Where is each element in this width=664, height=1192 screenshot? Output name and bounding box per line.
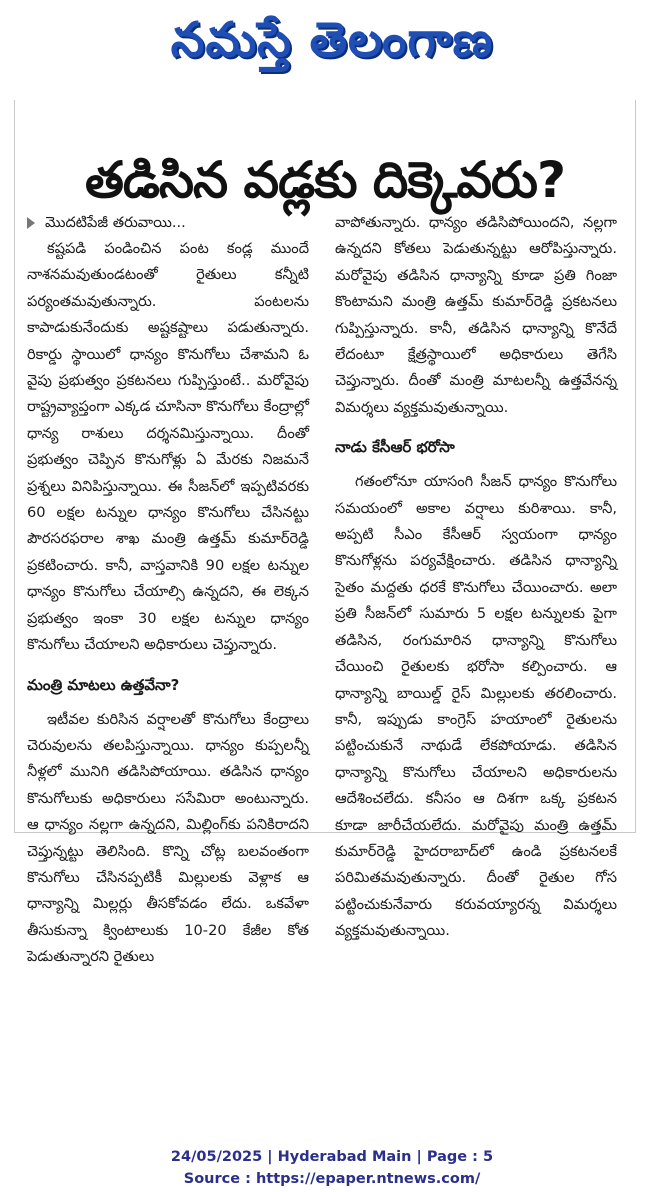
subheading: నాడు కేసీఆర్ భరోసా [335,438,455,457]
article-clipping [14,100,636,966]
body-paragraph: వాపోతున్నారు. ధాన్యం తడిసిపోయిందని, నల్లగా ఉన్నదని కోతలు పెడుతున్నట్టు ఆరోపిస్తున్నారు. మరోవైపు తడిసిన ధాన్యాన్ని కూడా ప్రతి గింజా కొంటామని మంత్రి ఉత్తమ్ కుమార్‌రెడ్డి ప్రకటనలు గుప్పిస్తున్నారు. కానీ, తడిసిన ధాన్యాన్ని కొనేదే లేదంటూ క్షేత్రస్థాయిలో అధికారులు తెగేసి చెప్తున్నారు. దీంతో మంత్రి మాటలన్నీ ఉత్తవేనన్న విమర్శలు వ్యక్తమవుతున్నాయి. [335,214,617,416]
article-column-left [27,210,309,971]
masthead-logo: నమస్తే తెలంగాణ [170,12,494,68]
footer-source: Source : https://epaper.ntnews.com/ [183,1171,481,1187]
masthead [0,0,664,92]
body-paragraph: గతంలోనూ యాసంగి సీజన్ ధాన్యం కొనుగోలు సమయంలో అకాల వర్షాలు కురిశాయి. కానీ, అప్పటి సీఎం కేసీఆర్ స్వయంగా ధాన్యం కొనుగోళ్లను పర్యవేక్షించారు. తడిసిన ధాన్యాన్ని సైతం మద్దతు ధరకే కొనుగోలు చేయించారు. అలా ప్రతి సీజన్‌లో సుమారు 5 లక్షల టన్నులకు పైగా తడిసిన, రంగుమారిన ధాన్యాన్ని కొనుగోలు చేయించి రైతులకు భరోసా కల్పించారు. ఆ ధాన్యాన్ని బాయిల్డ్ రైస్ మిల్లులకు తరలించారు. కానీ, ఇప్పుడు కాంగ్రెస్ హయాంలో రైతులను పట్టించుకునే నాథుడే లేకపోయాడు. తడిసిన ధాన్యాన్ని కొనుగోలు చేయాలని అధికారులను ఆదేశించలేదు. కనీసం ఆ దిశగా ఒక్క ప్రకటన కూడా జారీచేయలేదు. మరోవైపు మంత్రి ఉత్తమ్ కుమార్‌రెడ్డి హైదరాబాద్‌లో ఉండి ప్రకటనలకే పరిమితమవుతున్నారు. దీంతో రైతుల గోస పట్టించుకునేవారు కరువయ్యారన్న విమర్శలు వ్యక్తమవుతున్నాయి. [335,473,617,940]
page-footer [0,1146,664,1190]
footer-date-edition: 24/05/2025 | Hyderabad Main | Page : 5 [170,1149,494,1165]
article-column-right [335,210,617,945]
body-paragraph: ఇటీవల కురిసిన వర్షాలతో కొనుగోలు కేంద్రాలు చెరువులను తలపిస్తున్నాయి. ధాన్యం కుప్పలన్నీ నీళ్లలో మునిగి తడిసిపోయాయి. తడిసిన ధాన్యం కొనుగోలుకు అధికారులు ససేమిరా అంటున్నారు. ఆ ధాన్యం నల్లగా ఉన్నదని, మిల్లింగ్‌కు పనికిరాదని చెప్తున్నట్టు తెలిసింది. కొన్ని చోట్ల బలవంతంగా కొనుగోలు చేసినప్పటికీ మిల్లులకు వెళ్లాక ఆ ధాన్యాన్ని మిల్లర్లు తీసకోవడం లేదు. ఒకవేళా తీసుకున్నా క్వింటాలుకు 10-20 కేజీల కోత పెడుతున్నారని రైతులు [27,710,309,966]
triangle-right-icon [27,217,35,229]
article-headline: తడిసిన వడ్లకు దిక్కెవరు? [85,150,565,209]
kicker [27,210,309,236]
body-paragraph: కష్టపడి పండించిన పంట కండ్ల ముందే నాశనమవుతుండటంతో రైతులు కన్నీటి పర్యంతమవుతున్నారు. పంటలను కాపాడుకునేందుకు అష్టకష్టాలు పడుతున్నారు. రికార్డు స్థాయిలో ధాన్యం కొనుగోలు చేశామని ఓ వైపు ప్రభుత్వం ప్రకటనలు గుప్పిస్తుంటే.. మరోవైపు రాష్ట్రవ్యాప్తంగా ఎక్కడ చూసినా కొనుగోలు కేంద్రాల్లో ధాన్య రాశులు దర్శనమిస్తున్నాయి. దీంతో ప్రభుత్వం చెప్పిన కొనుగోళ్లు ఏ మేరకు నిజమనే ప్రశ్నలు వినిపిస్తున్నాయి. ఈ సీజన్‌లో ఇప్పటివరకు 60 లక్షల టన్నుల ధాన్యం కొనుగోలు చేసినట్టు పౌరసరఫరాల శాఖ మంత్రి ఉత్తమ్ కుమార్‌రెడ్డి ప్రకటించారు. కానీ, వాస్తవానికి 90 లక్షల టన్నుల ధాన్యం కొనుగోలు చేయాల్సి ఉన్నదని, ఈ లెక్కన ప్రభుత్వం ఇంకా 30 లక్షల టన్నుల ధాన్యం కొనుగోలు చేయాలని అధికారులు చెప్తున్నారు. [27,240,309,654]
kicker-label: మొదటిపేజీ తరువాయి... [45,213,186,231]
subheading: మంత్రి మాటలు ఉత్తవేనా? [27,675,180,694]
